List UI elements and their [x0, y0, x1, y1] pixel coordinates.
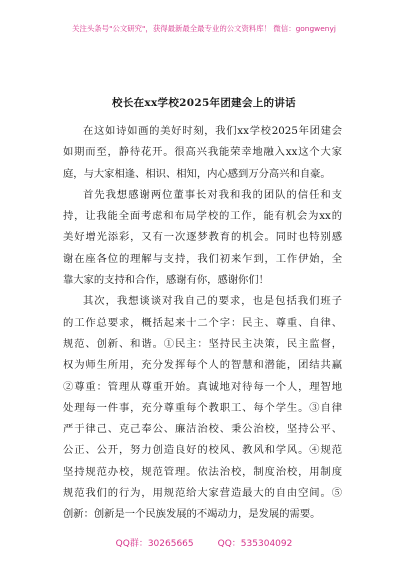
- qq-group-label: QQ群：30265665: [115, 539, 194, 549]
- qq-label: QQ：535304092: [217, 539, 293, 549]
- text-line: 其次，我想谈谈对我自己的要求，也是包括我们班子: [83, 295, 342, 308]
- text-line: 处理每一件事，充分尊重每个教职工、每个学生。③自律: [63, 401, 342, 414]
- page-title: 校长在xx学校2025年团建会上的讲话: [112, 97, 296, 109]
- footer-contact: [0, 536, 408, 549]
- speech-body: [63, 121, 342, 526]
- text-line: 谢在座各位的理解与支持，我们初来乍到，工作伊始，全: [63, 252, 342, 265]
- text-line: 在这如诗如画的美好时刻，我们xx学校2025年团建会: [83, 125, 342, 137]
- text-line: 庭，与大家相逢、相识、相知，内心感到万分高兴和自豪。: [63, 167, 331, 180]
- text-line: 公正、公开，努力创造良好的校风、教风和学风。④规范: [63, 444, 342, 457]
- text-line: 严于律己、克己奉公、廉洁治校、秉公治校，坚持公平、: [63, 423, 342, 436]
- text-line: 规范我们的行为，用规范给大家营造最大的自由空间。⑤: [63, 487, 342, 500]
- text-line: ②尊重：管理从尊重开始。真诚地对待每一个人，理智地: [63, 380, 342, 393]
- text-line: 如期而至，静待花开。很高兴我能荣幸地融入xx这个大家: [63, 146, 342, 159]
- header-note: 关注头条号"公文研究"，获得最新最全最专业的公文资料库！ 微信：gongwenyj: [72, 24, 336, 33]
- text-line: 持，让我能全面考虑和布局学校的工作，能有机会为xx的: [63, 210, 342, 223]
- text-line: 靠大家的支持和合作，感谢有你，感谢你们！: [63, 274, 269, 287]
- text-line: 坚持规范办校，规范管理。依法治校，制度治校，用制度: [63, 465, 342, 478]
- text-line: 的工作总要求，概括起来十二个字：民主、尊重、自律、: [63, 316, 342, 329]
- text-line: 权为师生所用，充分发挥每个人的智慧和潜能，团结共赢: [63, 359, 342, 372]
- text-line: 美好增光添彩，又有一次逐梦教育的机会。同时也特别感: [63, 231, 342, 244]
- text-line: 首先我想感谢两位董事长对我和我的团队的信任和支: [83, 188, 342, 201]
- text-line: 规范、创新、和谐。①民主：坚持民主决策，民主监督，: [63, 337, 342, 350]
- text-line: 创新：创新是一个民族发展的不竭动力，是发展的需要。: [63, 508, 321, 521]
